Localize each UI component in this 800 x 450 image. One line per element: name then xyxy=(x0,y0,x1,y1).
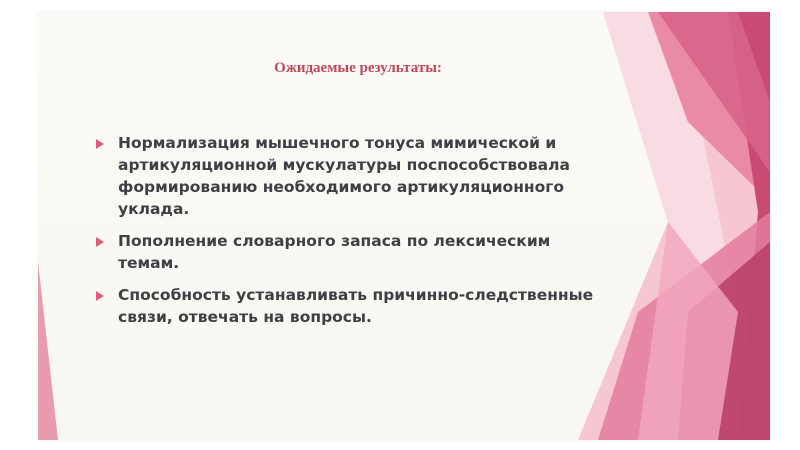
bullet-list xyxy=(96,132,616,338)
triangle-right-icon xyxy=(96,237,104,247)
slide-title: Ожидаемые результаты: xyxy=(274,60,442,76)
list-item xyxy=(96,284,616,328)
list-item xyxy=(96,230,616,274)
presentation-slide xyxy=(38,12,770,440)
left-pink-facet xyxy=(38,262,58,440)
bullet-text: Пополнение словарного запаса по лексическим темам. xyxy=(118,232,551,272)
list-item xyxy=(96,132,616,220)
bullet-text: Способность устанавливать причинно-следственные связи, отвечать на вопросы. xyxy=(118,286,594,326)
triangle-right-icon xyxy=(96,139,104,149)
bullet-text: Нормализация мышечного тонуса мимической и артикуляционной мускулатуры поспособствовала формированию необходимого артикуляционного уклада. xyxy=(118,134,570,218)
triangle-right-icon xyxy=(96,291,104,301)
